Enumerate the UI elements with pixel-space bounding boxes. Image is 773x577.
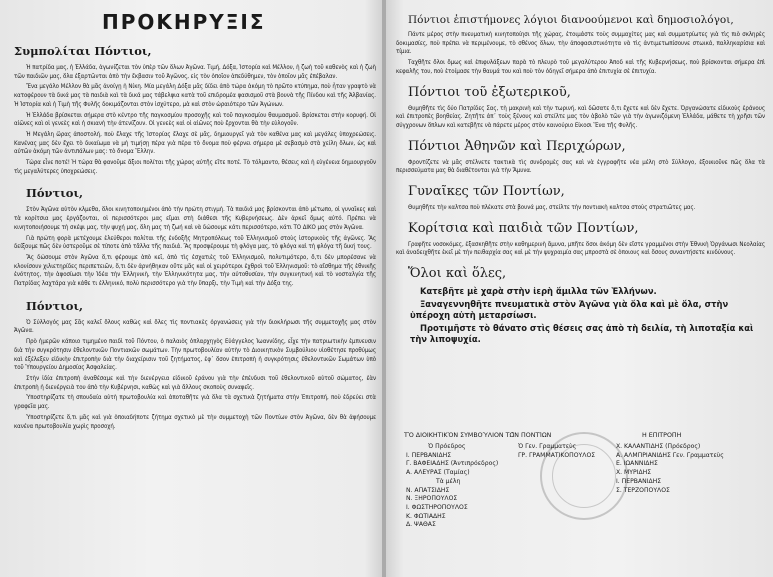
- paragraph: Ἡ Μεγάλη ὥρας ἀποστολή, ποὺ ἔλαχε τῆς Ἱστορίας ἔλαχε σὲ μᾶς, δημιουργεῖ γιὰ τὸν καθένα μας καὶ μεγάλες ὑποχρεώσεις. Κανένας μας δὲν ἔχει τὸ δικαίωμα νὰ μὴ τιμήσῃ πέρα γιὰ πέρα τὸ ὄνομα ποὺ φέρνει σήμερα μὲ σεβασμὸ στὰ χείλη ὅλων, ὡς καὶ αὐτῶν ἀκόμη τῶν ἀντιπάλων μας: τὸ ὄνομα Ἕλλην.: [14, 130, 376, 156]
- signature-row: Χ. ΚΑΛΑΝΤΙΔΗΣ (Πρόεδρος): [616, 443, 701, 450]
- section-heading-all: Ὅλοι καὶ ὅλες,: [408, 266, 507, 282]
- signature-row: Ὁ Πρόεδρος Ὁ Γεν. Γραμματεὺς: [428, 443, 577, 450]
- paragraph: Φροντίζετε νὰ μᾶς στέλνετε τακτικὰ τὶς συνδρομὲς σας καὶ νὰ ἐγγραφῆτε νέα μέλη στὸ Σύλλογο, ἐξοικιοῦνε πῶς ὅλα τὰ περισσεύματα μας θὰ διαθέτονται γιὰ τὴν Ἄμυνα.: [396, 158, 765, 175]
- paragraph: Ἡ πατρίδα μας, ἡ Ἑλλάδα, ἀγωνίζεται τὸν ὑπὲρ τῶν ὅλων Ἀγῶνα. Τιμή, Δόξα, Ἱστορία καὶ Μέλλον, ἡ ζωὴ τοῦ καθενὸς καὶ ἡ ζωὴ τῶν παιδιῶν μας, ὅλα ἐξαρτῶνται ἀπὸ τὴν ἔκβασιν τοῦ Ἀγῶνος, εἰς τὸν ὁποῖον ἀπεδύθημεν, τὸν ὁποῖον μᾶς ἐπέβαλαν.: [14, 64, 376, 80]
- exhortation: Κατεβῆτε μὲ χαρὰ στὴν ἱερὴ ἅμιλλα τῶν Ἑλλήνων.: [420, 286, 657, 297]
- signature-row: Α. ΑΛΕΥΡΑΣ (Ταμίας): [406, 469, 470, 477]
- paragraph: Στὴν ἰδία ἐπιτροπὴ ἀναθέσαμε καὶ τὴν διενέργεια εἰδικοῦ ἐράνου γιὰ τὴν ἐπένδυσι τοῦ ἐθελοντικοῦ αὐτοῦ σώματος, ἐὰν ἐπιτροπὴ ἡ διενέργειὰ του ἀπὸ τὴν Κυβέρνησι, καθὼς καὶ γιὰ ἄλλους σκοποὺς συναφεῖς.: [14, 374, 376, 391]
- section-heading-abroad: Πόντιοι τοῦ ἐξωτερικοῦ,: [408, 84, 571, 100]
- signature-row: Γ. ΒΑΦΕΙΑΔΗΣ (Ἀντιπρόεδρος): [406, 460, 499, 468]
- paragraph: Πάντε μέρος στὴν πνευματικὴ κινητοποίησι τῆς χώρας, ἑτοιμάστε τοὺς συμμαχίτες μας καὶ συμματρίωτες γιὰ τὶς πιὸ σκληρὲς δοκιμασίες, ποὺ πρέπει νὰ περιμένουμε, τὸ σθένος ὅλων, τὴν ἀποφασιστικότητα νὰ τὶς ἀντιμετωπίσουνε στωικά, παλληκαρίσια καὶ τίμια.: [396, 31, 765, 56]
- signature-row: Α. ΑΛΜΠΡΙΑΝΙΔΗΣ Γεν. Γραμματεὺς: [616, 451, 724, 459]
- salutation-pontians: Πόντιοι,: [26, 186, 84, 201]
- signature-row: Ν. ΑΠΑΤΣΙΔΗΣ: [406, 486, 450, 494]
- signature-row: Τὰ μέλη: [436, 477, 461, 485]
- section-heading-athens: Πόντιοι Ἀθηνῶν καὶ Περιχώρων,: [408, 138, 626, 154]
- signature-row: Σ. ΤΕΡΖΟΠΟΥΛΟΣ: [616, 486, 670, 494]
- exhortation: Ξαναγεννηθῆτε πνευματικὰ στὸν Ἀγῶνα γιὰ ὅλα καὶ μὲ ὅλα, στὴν ὑπέροχη αὐτὴ μεταρσίωσι.: [410, 299, 729, 321]
- paragraph: Ὑποστηρίζετε ὅ,τι μᾶς καὶ γιὰ ὁποιαδήποτε ζήτημα σχετικὸ μὲ τὴν συμμετοχὴ τῶν Ποντίων στὸν Ἀγῶνα, δὲν θὰ ἀφήσουμε κανένα πρωτοβουλία χωρὶς προσοχή.: [14, 413, 376, 430]
- signature-row: Χ. ΜΥΡΙΔΗΣ: [616, 469, 652, 477]
- paragraph: Θυμηθῆτε τὴν καλτσα ποὺ πλέκατε στὰ βουνά μας, στείλτε τὴν ποντιακὴ καλτσα στοὺς στρατιῶτες μας.: [408, 204, 696, 212]
- section-heading-women: Γυναῖκες τῶν Ποντίων,: [408, 184, 565, 200]
- salutation-citizens: Συμπολίται Πόντιοι,: [14, 44, 152, 58]
- committee-signatures: [616, 443, 766, 495]
- paragraph: Ὑποστηρίζατε τὴ σπουδαία αὐτὴ πρωτοβουλία καὶ ἀποταθῆτε γιὰ ὅλα τὰ σχετικὰ ζητήματα στὴν Ἐπιτροπή, ποὺ ἑδρεύει στὰ γραφεῖα μας.: [14, 394, 376, 411]
- paragraph: Στὸν Ἀγῶνα αὐτὸν κλμεθα, ὅλοι κινητοποιημένοι ἀπὸ τὴν πρώτη στιγμὴ. Τὰ παιδιά μας βρίσκονται ἀπὸ μέτωπο, οἱ γυναῖκες καὶ τὰ κορίτσια μας ἐργάζονται, οἱ περισσότεροι μας εἴμαι στὴ διάθεσι τῆς Κυβερνήσεως. Δὲν ἀρκεῖ ὅμως αὐτό. Πρέπει νὰ κινητοποιήσουμε τὴ σκέψι μας, τὴν ψυχή μας, ὅλη μας τὴ ζωή καὶ νὰ δώσουμε κάτι περισσότερο, κάτι ΤΟ ΔΙΚΟ μας στὸν Ἀγῶνα.: [14, 206, 376, 231]
- signature-row: Ι. ΠΕΡΒΑΝΙΔΗΣ: [616, 477, 662, 485]
- salutation-pontians: Πόντιοι,: [26, 298, 84, 313]
- signature-row: Κ. ΦΩΤΙΑΔΗΣ: [406, 512, 446, 520]
- signature-row: Ι. ΠΕΡΒΑΝΙΔΗΣ ΓΡ. ΓΡΑΜΜΑΤΙΚΟΠΟΥΛΟΣ: [406, 451, 596, 459]
- paragraph: Ἂς δώσουμε στὸν Ἀγῶνα ὅ,τι φέρουμε ἀπὸ κεῖ, ἀπὸ τὶς ἐσχατιὲς τοῦ Ἑλληνισμοῦ, πολυτιμότερο, ὅ,τι δὲν μπορέσανε νὰ κλονίσουν χιλιετηρίδες περιπετειῶν, ὅ,τι δὲν ἀρνήθηκαν οὔτε μᾶς καὶ οἱ χειρότεροι ἐχθροὶ τοῦ Ἑλληνισμοῦ: τὸ αἴσθημα τῆς ἐθνικῆς ἑνότητος, τὴν ἀφοσίωσι τὴν Ἰδέα τὴν Ἑλληνικὴ, τὴν Ἑλληνικότητα μας, τὴν αὐτοθυσίαν, τὴν συγκινητική καὶ τὸ νοσταλγία τῆς Πατρίδας λαχτάρα γιὰ κάθε τι ἑλληνικό, πολὺ περισσότερο γιὰ τὴν ὕπαρξι, τὴν Τιμὴ καὶ τὴν Δόξα της.: [14, 253, 376, 288]
- paragraph: Ἡ Ἑλλάδα βρίσκεται σήμερα στὸ κέντρο τῆς παγκοσμίου προσοχῆς καὶ τοῦ παγκοσμίου θαυμασμοῦ. Βρίσκεται στὴν κορυφή. Οἱ αἰῶνες καὶ οἱ γενεὲς καὶ ἡ σκιανὴ τὴν ἀτενίζουν. Οἱ γενεὲς καὶ οἱ αἰῶνες ποὺ ἔρχονται θὰ τὴν εὐλογοῦν.: [14, 111, 376, 128]
- committee-title: Η ΕΠΙΤΡΟΠΗ: [642, 432, 682, 439]
- signature-row: Ε. ΙΩΑΝΝΙΔΗΣ: [616, 460, 658, 468]
- section-heading-scholars: Πόντιοι ἐπιστήμονες λόγιοι διανοούμενοι καὶ δημοσιολόγοι,: [408, 14, 734, 26]
- signature-row: Δ. ΨΑΘΑΣ: [406, 521, 436, 529]
- signature-row: Ν. ΞΗΡΟΠΟΥΛΟΣ: [406, 495, 458, 503]
- paragraph: Πρὸ ἡμερῶν κάποιο τιμημένο παιδὶ τοῦ Πόντου, ὁ παλαιὸς ὁπλαρχηγὸς Εὐάγγελος Ἰωαννίδης, εἶχε τὴν πατριωτικὴν ἐμπνευσιν διὰ τὴν συγκρότησιν ἐθελοντικῶν Ποντιακῶν σωμάτων. Τὴν πρωτοβουλίαν αὐτὴν τὸ Διοικητικὸν Συμβούλιον υἱοθέτησε προθύμως καὶ ἐξέλεξεν εἰδικὴν ἐπιτροπὴν διὰ τὴν διαχείρισιν τοῦ ζητήματος, ἐφ᾽ ὅσον ἐπιτροπὴ ἡ συγκρότησις ἐθελοντικῶν Σωμάτων ὑπὸ τοῦ Ὑπουργείου Δημοσίας Ἀσφαλείας.: [14, 338, 376, 372]
- proclamation-title: ΠΡΟΚΗΡΥΞΙΣ: [102, 10, 266, 34]
- paragraph: Ὁ Σύλλογός μας Σᾶς καλεῖ ὅλους καθὼς καὶ ὅλες τὶς ποντιακὲς ὀργανώσεις γιὰ τὴν διοκλήρωσι τῆς συμμετοχῆς μας στὸν Ἀγῶνα.: [14, 318, 376, 335]
- exhortation: Προτιμῆστε τὸ θάνατο στὶς θέσεις σας ἀπὸ τὴ δειλία, τὴ λιποταξία καὶ τὴν λιποψυχία.: [410, 323, 754, 345]
- right-page: [384, 0, 773, 577]
- board-title: ΤῸ ΔΙΟΙΚΗΤΙΚῸΝ ΣΥΜΒΟΎΛΙΟΝ ΤΩ͂Ν ΠΟΝΤΊΩΝ: [404, 432, 552, 439]
- paragraph: Τώρα εἶνε ποτέ! Ἡ τώρα θὰ φανοῦμε ἄξιοι πολίται τῆς χώρας αὐτῆς εἴτε ποτέ. Τὸ τόλμαντο, θέσεις καὶ ἡ εὐγένεια δημιουργοῦν τὶς μεγαλύτερες ὑποχρεώσεις.: [14, 159, 376, 175]
- page-gutter: [382, 0, 386, 577]
- signature-row: Ι. ΦΩΣΤΗΡΟΠΟΥΛΟΣ: [406, 503, 468, 511]
- section-heading-youth: Κορίτσια καὶ παιδιὰ τῶν Ποντίων,: [408, 220, 639, 236]
- paragraph: Ταχθῆτε ὅλοι ὅμως καὶ ἐπιφυλάξεων παρὰ τὸ πλευρὸ τοῦ μεγαλύτερου Ἀποδ καὶ τῆς Κυβερνήσεως, ποὺ βρίσκονται σήμερα ἐπὶ κεφαλῆς του, ποὺ ἐτοίμασε τὴν θαυμά του καὶ ποὺ τὸν ὁδηγεῖ σήμερα ἀπὸ ἐπιτυχία σὲ ἐπιτυχία.: [396, 59, 765, 75]
- paragraph: Γραφῆτε νοσοκόμες, ἐξασκηθῆτε στὴν καθημερινὴ ἄμυνα, μπῆτε ὅσοι ἀκόμη δὲν εἴστε γραμμένοι στὴν Ἐθνικὴ Ὀργάνωσι Νεολαίας καὶ ἀναδειχθῆτε ἐκεῖ μὲ τὴν πειθαρχία σας καὶ μὲ τὴν ψυχραιμία σας μπροστὰ σὲ ὁποιους καὶ ὅσους συναντήσετε κινδύνους.: [396, 240, 765, 257]
- paragraph: Γιὰ πρώτη φορὰ μετέχουμε ἐλεύθεροι πολίται τῆς ἐνδοξῆς Μητροπόλεως τοῦ Ἑλληνισμοῦ στοὺς ἱστορικοὺς τῆς ἀγῶνες. Ἂς δείξουμε πῶς δὲν ὑστεροῦμε σὲ τίποτε ἀπὸ τἄλλα τῆς παιδιά. Ἂς προσφέρουμε τὴ φλόγα μας, τὸ φλόγα καὶ τὴ φλόγα τῆ δική τους.: [14, 234, 376, 251]
- left-page: [0, 0, 384, 577]
- paragraph: Θυμηθῆτε τὶς δύο Πατρίδες Σας, τὴ μακρινὴ καὶ τὴν τωρινή, καὶ δῶσατε ὅ,τι ἔχετε καὶ δὲν ἔχετε. Ὀργανώσατε εἰδικοὺς ἐράνους καὶ ἐπιτροπὲς βοηθείας. Ζητῆτε ἀπ᾽ τοὺς ξένους καὶ στείλτε μας τὸν ἀβολὸ τῶν γιὰ τὴν ἀγωνιζόμενη Ἑλλάδα, μάθετε τὴ χρῆσι τῶν σύγχρονων ὅπλων καὶ κατεβῆτε νὰ πάρετε μέρος στὸν καινούριο Εἰκοσι Ἕνα τῆς Φυλῆς.: [396, 104, 765, 129]
- board-signatures: [406, 443, 616, 530]
- paragraph: Ἕνα μεγάλο Μέλλον θὰ μᾶς ἀνοίγῃ ἡ Νίκη. Μία μεγάλη Δόξα μᾶς δίδει ἀπὸ τώρα ἀκόμη τὸ πρῶτο κτύπημα, ποὺ ἦταν γραφτὸ νὰ κατοφέρουν τὰ δικά μας τὰ παιδιὰ καὶ τὰ δικά μας τάβελφια κατὰ τοῦ επιδρομέα φασισμοῦ στὰ βουνὰ τῆς Πίνδου καὶ τῆς Ἀλβανίας. Ἡ Ἱστορία καὶ ἡ Τιμὴ τῆς Φυλῆς δοκιμάζονται στὸν ἰσχύτερο, μὰ καὶ στὸν ὡραιότερο τῶν Ἀγώνων.: [14, 83, 376, 108]
